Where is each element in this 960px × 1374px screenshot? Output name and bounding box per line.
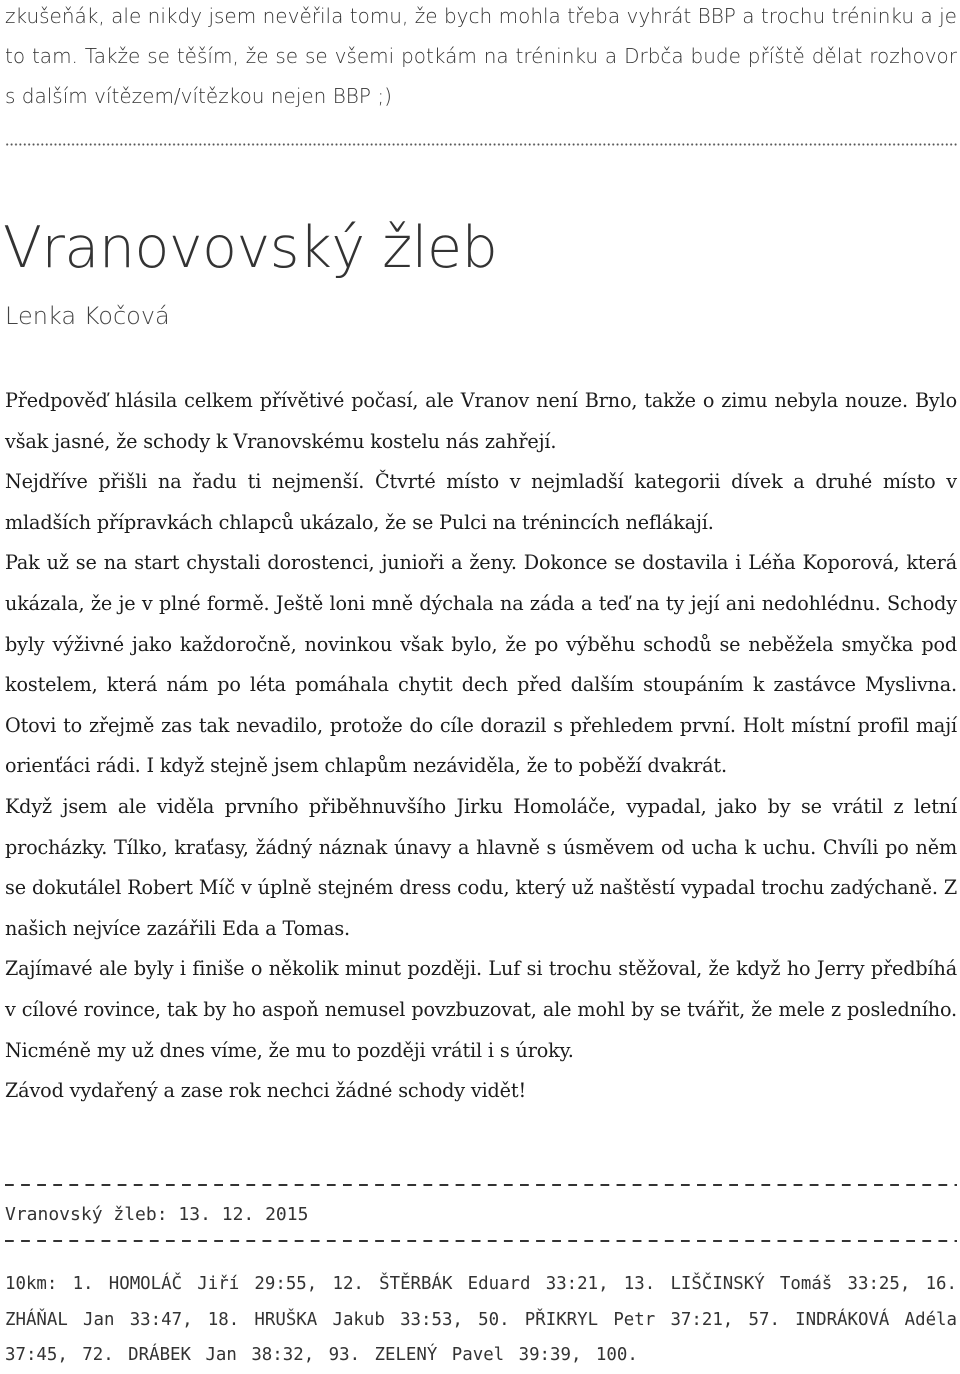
paragraph: Předpověď hlásila celkem přívětivé počasí, ale Vranov není Brno, takže o zimu nebyla nouze. Bylo však jasné, že schody k Vranovskému kostelu nás zahřejí. xyxy=(5,389,957,453)
paragraph: Zajímavé ale byly i finiše o několik minut později. Luf si trochu stěžoval, že když ho Jerry předbíhá v cílové rovince, tak by ho aspoň nemusel povzbuzovat, ale mohl by se tvářit, že mele z posledního. Nicméně my už dnes víme, že mu to později vrátil i s úroky. xyxy=(5,957,957,1062)
results-heading: Vranovský žleb: 13. 12. 2015 xyxy=(5,1204,309,1225)
article-body xyxy=(5,381,957,1112)
dotted-separator xyxy=(5,143,957,146)
intro-paragraph: zkušeňák, ale nikdy jsem nevěřila tomu, že bych mohla třeba vyhrát BBP a trochu tréninku a je to tam. Takže se těším, že se se všemi potkám na tréninku a Drbča bude příště dělat rozhovor s dalším vítězem/vítězkou nejen BBP ;) xyxy=(5,4,957,108)
paragraph: Závod vydařený a zase rok nechci žádné schody vidět! xyxy=(5,1079,527,1103)
paragraph: Pak už se na start chystali dorostenci, junioři a ženy. Dokonce se dostavila i Léňa Koporová, která ukázala, že je v plné formě. Ještě loni mně dýchala na záda a teď na ty její ani nedohlédnu. Schody byly výživné jako každoročně, novinkou však bylo, že po výběhu schodů se neběžela smyčka pod kostelem, která nám po léta pomáhala chytit dech před dalším stoupáním k zastávce Myslivna. Otovi to zřejmě zas tak nevadilo, protože do cíle dorazil s přehledem první. Holt místní profil mají orienťáci rádi. I když stejně jsem chlapům nezáviděla, že to poběží dvakrát. xyxy=(5,551,957,778)
paragraph: Nejdříve přišli na řadu ti nejmenší. Čtvrté místo v nejmladší kategorii dívek a druhé místo v mladších přípravkách chlapců ukázalo, že se Pulci na trénincích neflákají. xyxy=(5,470,957,534)
article-title: Vranovovský žleb xyxy=(3,215,498,281)
results-list: 10km: 1. HOMOLÁČ Jiří 29:55, 12. ŠTĚRBÁK Eduard 33:21, 13. LIŠČINSKÝ Tomáš 33:25, 16. ZHÁŇAL Jan 33:47, 18. HRUŠKA Jakub 33:53, 50. PŘIKRYL Petr 37:21, 57. INDRÁKOVÁ Adéla 37:45, 72. DRÁBEK Jan 38:32, 93. ZELENÝ Pavel 39:39, 100. xyxy=(5,1274,957,1366)
article-author: Lenka Kočová xyxy=(5,302,170,330)
dashed-rule-bottom xyxy=(5,1240,957,1242)
paragraph: Když jsem ale viděla prvního přiběhnuvšího Jirku Homoláče, vypadal, jako by se vrátil z letní procházky. Tílko, kraťasy, žádný náznak únavy a hlavně s úsměvem od ucha k uchu. Chvíli po něm se dokutálel Robert Míč v úplně stejném dress codu, který už naštěstí vypadal trochu zadýchaně. Z našich nejvíce zazářili Eda a Tomas. xyxy=(5,794,957,940)
dashed-rule-top xyxy=(5,1184,957,1186)
